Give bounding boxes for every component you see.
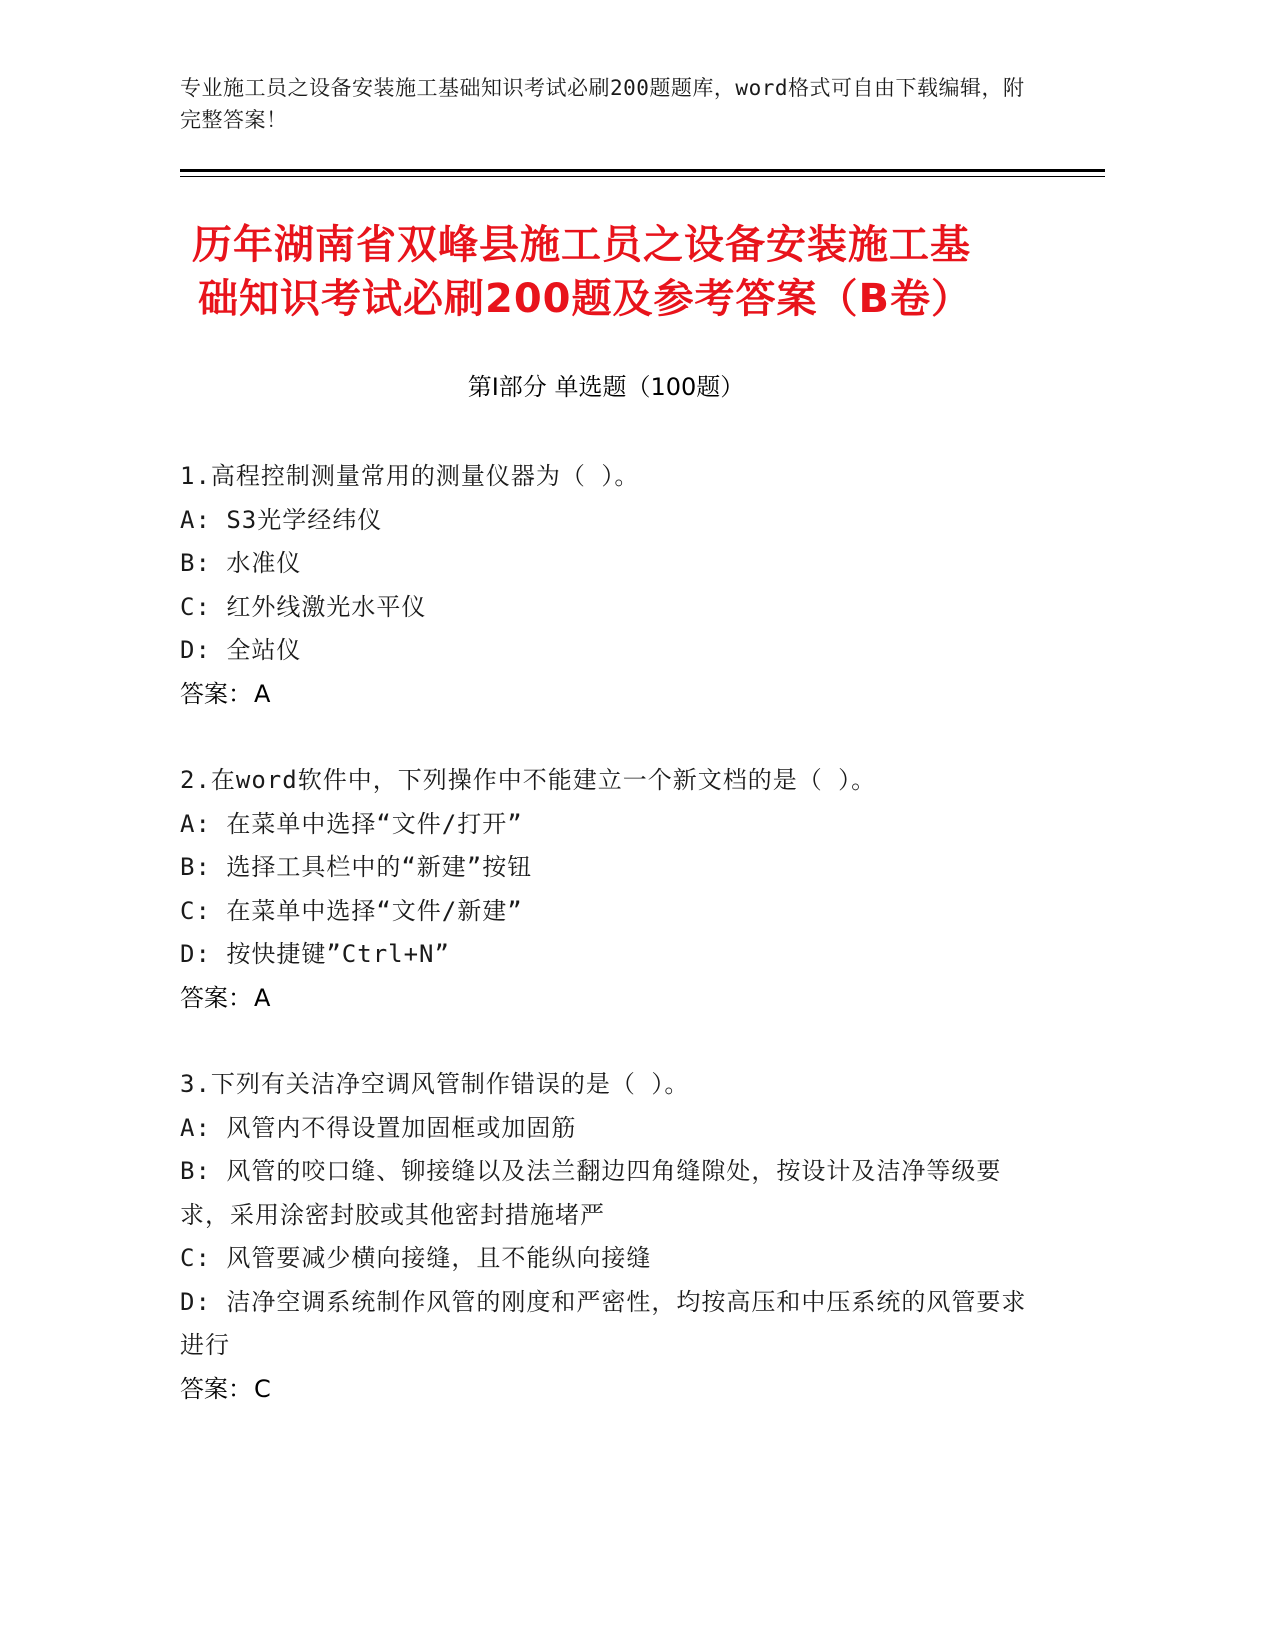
option-c: C: 风管要减少横向接缝，且不能纵向接缝	[180, 1244, 652, 1272]
answer-value: C	[254, 1374, 271, 1403]
question-stem: 3.下列有关洁净空调风管制作错误的是（ ）。	[180, 1070, 690, 1098]
option-d: D: 洁净空调系统制作风管的刚度和严密性，均按高压和中压系统的风管要求进行	[180, 1287, 1027, 1359]
answer-value: A	[254, 983, 271, 1012]
answer-label: 答案：	[180, 679, 252, 708]
question-stem: 1.高程控制测量常用的测量仪器为（ ）。	[180, 462, 640, 490]
answer-line	[180, 673, 1030, 717]
option-a: A: 在菜单中选择“文件/打开”	[180, 809, 523, 838]
option-c: C: 在菜单中选择“文件/新建”	[180, 896, 523, 925]
answer-value: A	[254, 679, 271, 708]
question-3	[180, 1063, 1030, 1411]
answer-line	[180, 1368, 1030, 1412]
header-divider-thin	[180, 176, 1105, 177]
option-b: B: 风管的咬口缝、铆接缝以及法兰翻边四角缝隙处，按设计及洁净等级要求，采用涂密封胶或其他密封措施堵严	[180, 1157, 1002, 1229]
answer-line	[180, 977, 1030, 1021]
header-divider-thick	[180, 169, 1105, 172]
title-line-2: 础知识考试必刷200题及参考答案（B卷）	[198, 276, 972, 322]
option-b: B: 选择工具栏中的“新建”按钮	[180, 853, 533, 881]
question-list	[180, 455, 1030, 1411]
option-a: A: 风管内不得设置加固框或加固筋	[180, 1113, 577, 1142]
option-d: D: 按快捷键”Ctrl+N”	[180, 940, 450, 968]
option-a: A: S3光学经纬仪	[180, 505, 383, 534]
document-title	[192, 218, 1092, 326]
question-2	[180, 759, 1030, 1020]
header-note: 专业施工员之设备安装施工基础知识考试必刷200题题库，word格式可自由下载编辑，附完整答案！	[180, 76, 1025, 132]
option-d: D: 全站仪	[180, 636, 302, 664]
question-1	[180, 455, 1030, 716]
option-b: B: 水准仪	[180, 549, 302, 577]
section-heading: 第Ⅰ部分 单选题（100题）	[467, 373, 745, 401]
answer-label: 答案：	[180, 1374, 252, 1403]
option-c: C: 红外线激光水平仪	[180, 592, 427, 621]
title-line-1: 历年湖南省双峰县施工员之设备安装施工基	[192, 222, 971, 268]
question-stem: 2.在word软件中，下列操作中不能建立一个新文档的是（ ）。	[180, 766, 877, 794]
answer-label: 答案：	[180, 983, 252, 1012]
